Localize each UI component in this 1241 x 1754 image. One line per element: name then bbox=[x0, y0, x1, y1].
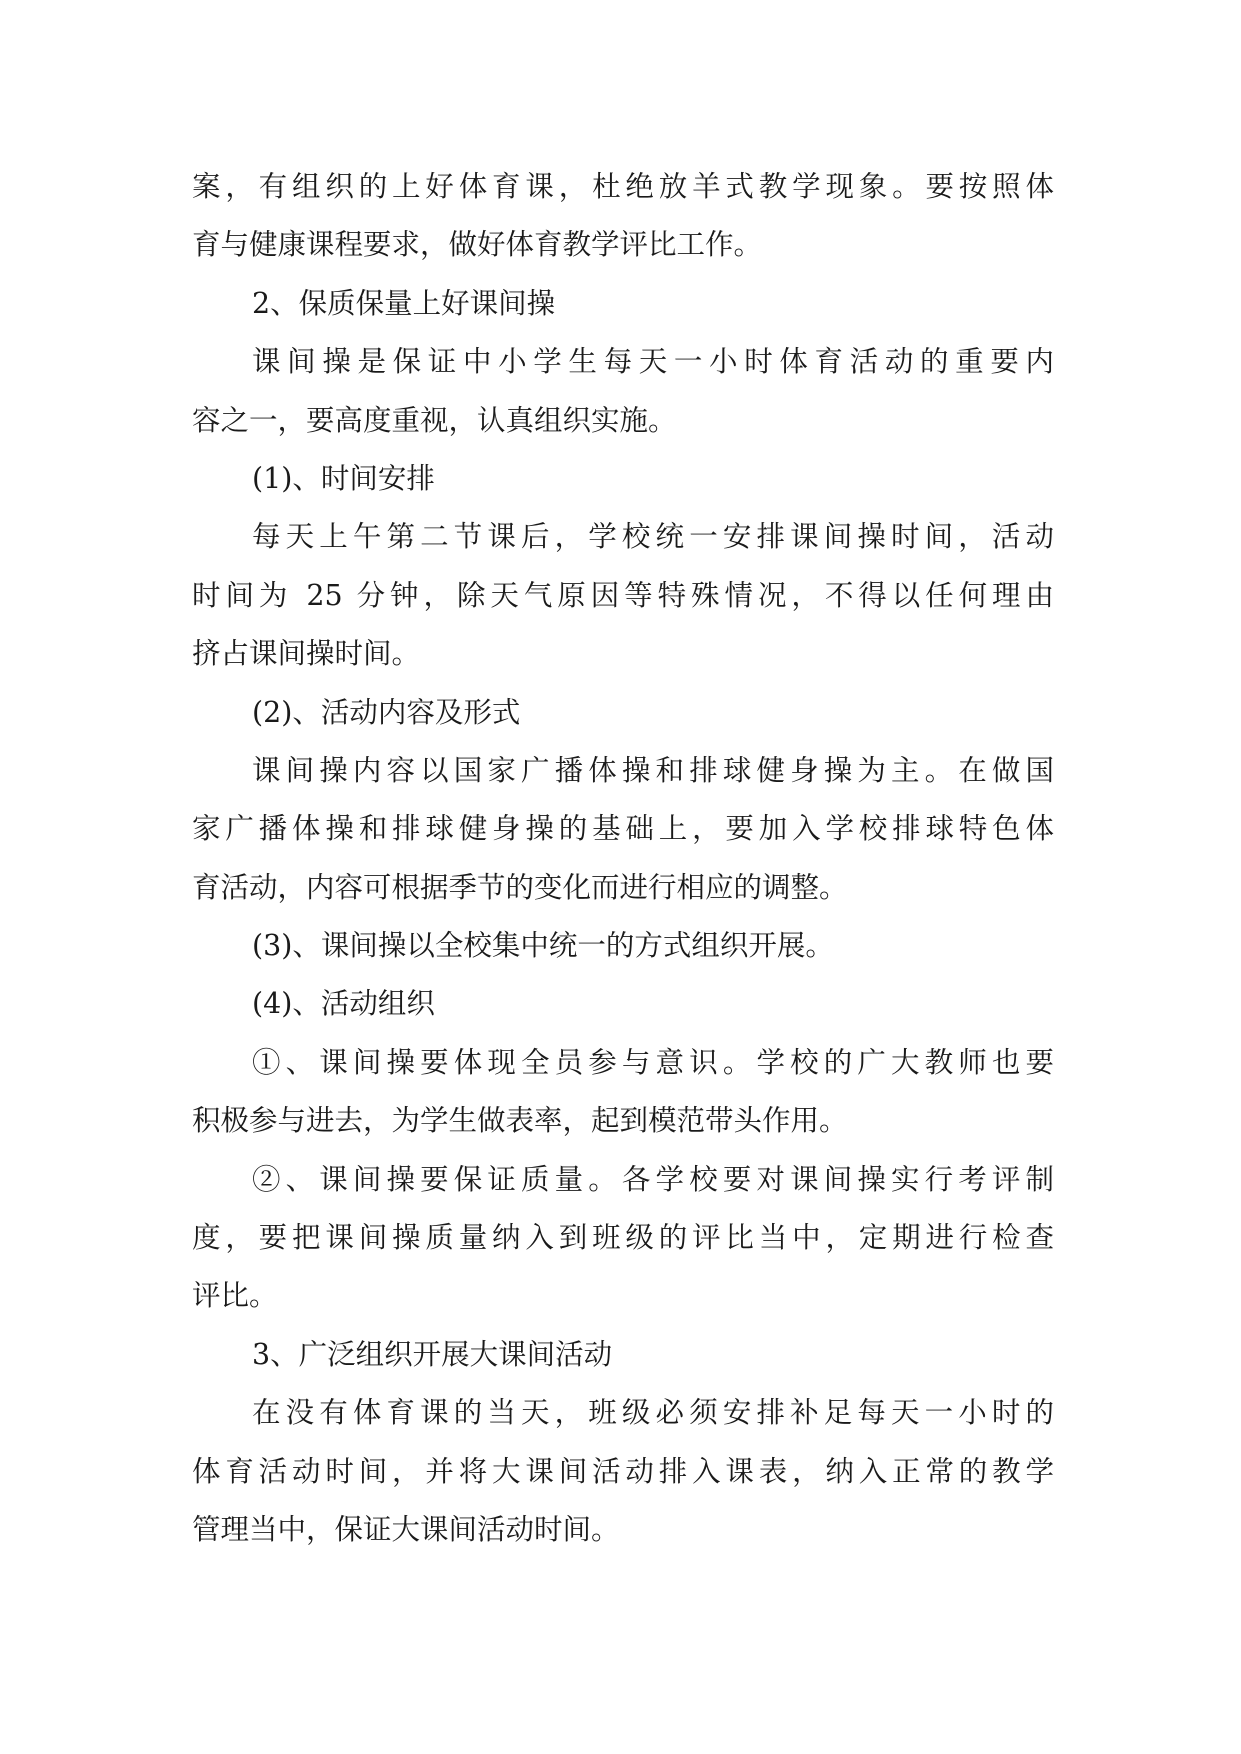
subsection-heading: (1)、时间安排 bbox=[252, 461, 435, 495]
text-line: 挤占课间操时间。 bbox=[192, 637, 421, 671]
text-line: 在没有体育课的当天，班级必须安排补足每天一小时的 bbox=[252, 1396, 1054, 1430]
text-line: 家广播体操和排球健身操的基础上，要加入学校排球特色体 bbox=[192, 812, 1054, 846]
subsection-heading: (2)、活动内容及形式 bbox=[252, 695, 521, 729]
text-line: 课间操内容以国家广播体操和排球健身操为主。在做国 bbox=[252, 753, 1054, 787]
text-line: 育与健康课程要求，做好体育教学评比工作。 bbox=[192, 228, 763, 262]
text-line: 每天上午第二节课后，学校统一安排课间操时间，活动 bbox=[252, 520, 1054, 554]
text-line: ②、课间操要保证质量。各学校要对课间操实行考评制 bbox=[252, 1162, 1054, 1196]
text-line: 时间为 25 分钟，除天气原因等特殊情况，不得以任何理由 bbox=[192, 578, 1054, 612]
text-line: 度，要把课间操质量纳入到班级的评比当中，定期进行检查 bbox=[192, 1221, 1054, 1255]
subsection-heading: (4)、活动组织 bbox=[252, 987, 435, 1021]
text-line: 体育活动时间，并将大课间活动排入课表，纳入正常的教学 bbox=[192, 1454, 1054, 1488]
document-body bbox=[192, 158, 1054, 1559]
text-line: 育活动，内容可根据季节的变化而进行相应的调整。 bbox=[192, 870, 848, 904]
section-heading: 2、保质保量上好课间操 bbox=[252, 286, 556, 320]
text-line: 积极参与进去，为学生做表率，起到模范带头作用。 bbox=[192, 1104, 848, 1138]
text-line: 评比。 bbox=[192, 1279, 278, 1313]
section-heading: 3、广泛组织开展大课间活动 bbox=[252, 1337, 613, 1371]
subsection-heading: (3)、课间操以全校集中统一的方式组织开展。 bbox=[252, 929, 834, 963]
text-line: 管理当中，保证大课间活动时间。 bbox=[192, 1512, 620, 1546]
text-line: 课间操是保证中小学生每天一小时体育活动的重要内 bbox=[252, 345, 1054, 379]
text-line: 容之一，要高度重视，认真组织实施。 bbox=[192, 403, 677, 437]
text-line: ①、课间操要体现全员参与意识。学校的广大教师也要 bbox=[252, 1045, 1054, 1079]
text-line: 案，有组织的上好体育课，杜绝放羊式教学现象。要按照体 bbox=[192, 170, 1054, 203]
